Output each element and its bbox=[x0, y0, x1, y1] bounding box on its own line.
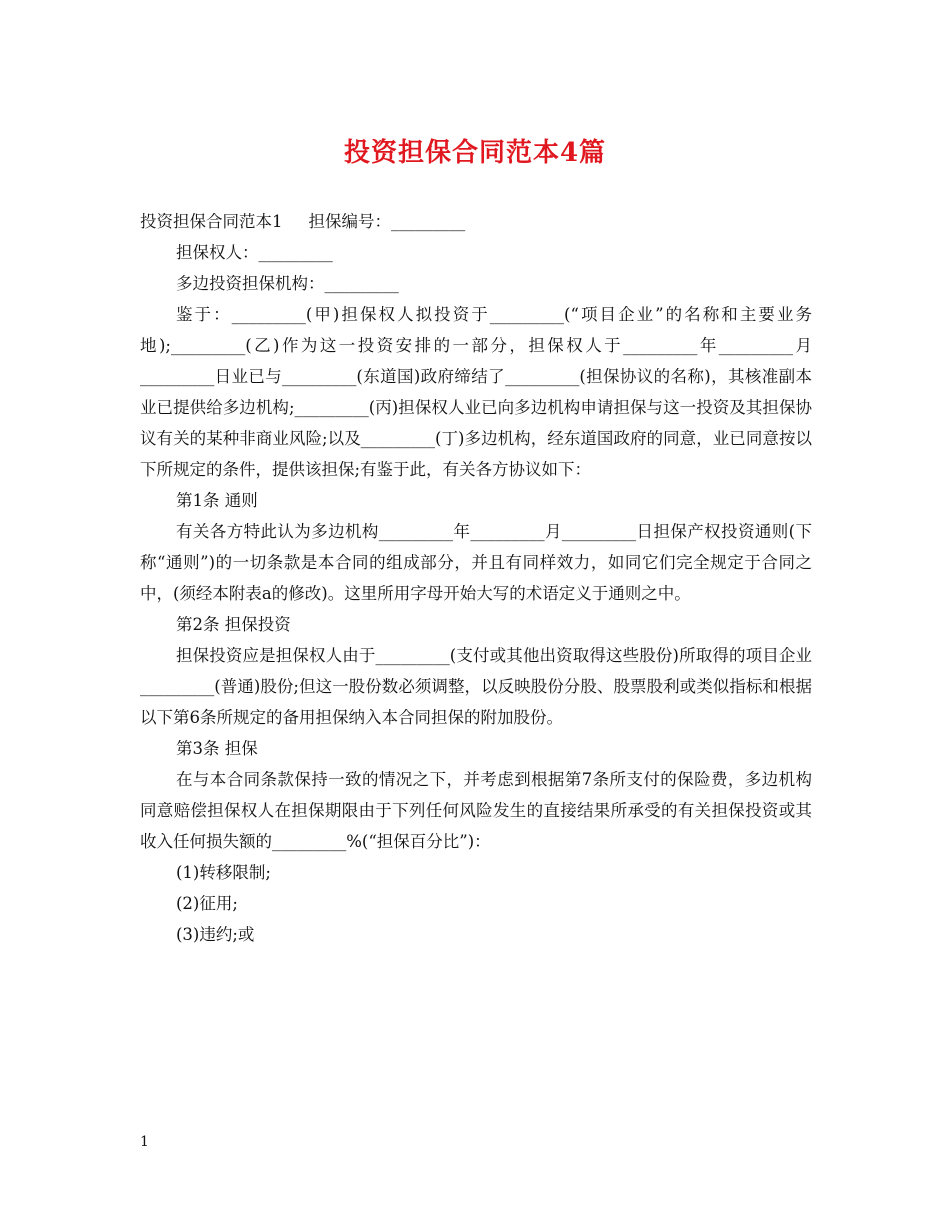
article-3-heading: 第3条 担保 bbox=[176, 739, 258, 758]
article-2-body: 担保投资应是担保权人由于_________(支付或其他出资取得这些股份)所取得的项目企业_________(普通)股份;但这一股份数必须调整，以反映股份分股、股票股利或类似指标和根据以下第6条所规定的备用担保纳入本合同担保的附加股份。 bbox=[140, 646, 812, 727]
article-3-body: 在与本合同条款保持一致的情况之下，并考虑到根据第7条所支付的保险费，多边机构同意赔偿担保权人在担保期限由于下列任何风险发生的直接结果所承受的有关担保投资或其收入任何损失额的_________%(“担保百分比”)： bbox=[140, 770, 812, 851]
document-title: 投资担保合同范本4篇 bbox=[343, 138, 607, 168]
guarantee-number: 担保编号：_________ bbox=[308, 212, 466, 231]
document-body bbox=[140, 206, 812, 950]
paragraph-guarantee-holder: 担保权人：_________ bbox=[176, 243, 333, 262]
list-item-breach: (3)违约;或 bbox=[176, 925, 255, 944]
contract-heading-line bbox=[140, 206, 812, 237]
contract-name: 投资担保合同范本1 bbox=[140, 212, 283, 231]
list-item-expropriation: (2)征用; bbox=[176, 894, 238, 913]
page-number: 1 bbox=[140, 1134, 149, 1150]
paragraph-whereas: 鉴于：_________(甲)担保权人拟投资于_________(“项目企业”的名称和主要业务地);_________(乙)作为这一投资安排的一部分，担保权人于_________年_________月_________日业已与_________(东道国)政府缔结了_________(担保协议的名称)，其核准副本业已提供给多边机构;_________(丙)担保权人业已向多边机构申请担保与这一投资及其担保协议有关的某种非商业风险;以及_________(丁)多边机构，经东道国政府的同意，业已同意按以下所规定的条件，提供该担保;有鉴于此，有关各方协议如下： bbox=[140, 305, 812, 479]
article-1-heading: 第1条 通则 bbox=[176, 491, 258, 510]
list-item-transfer-restriction: (1)转移限制; bbox=[176, 863, 271, 882]
article-1-body: 有关各方特此认为多边机构_________年_________月_________日担保产权投资通则(下称“通则”)的一切条款是本合同的组成部分，并且有同样效力，如同它们完全规定于合同之中，(须经本附表a的修改)。这里所用字母开始大写的术语定义于通则之中。 bbox=[140, 522, 812, 603]
article-2-heading: 第2条 担保投资 bbox=[176, 615, 291, 634]
paragraph-miga: 多边投资担保机构：_________ bbox=[176, 274, 399, 293]
